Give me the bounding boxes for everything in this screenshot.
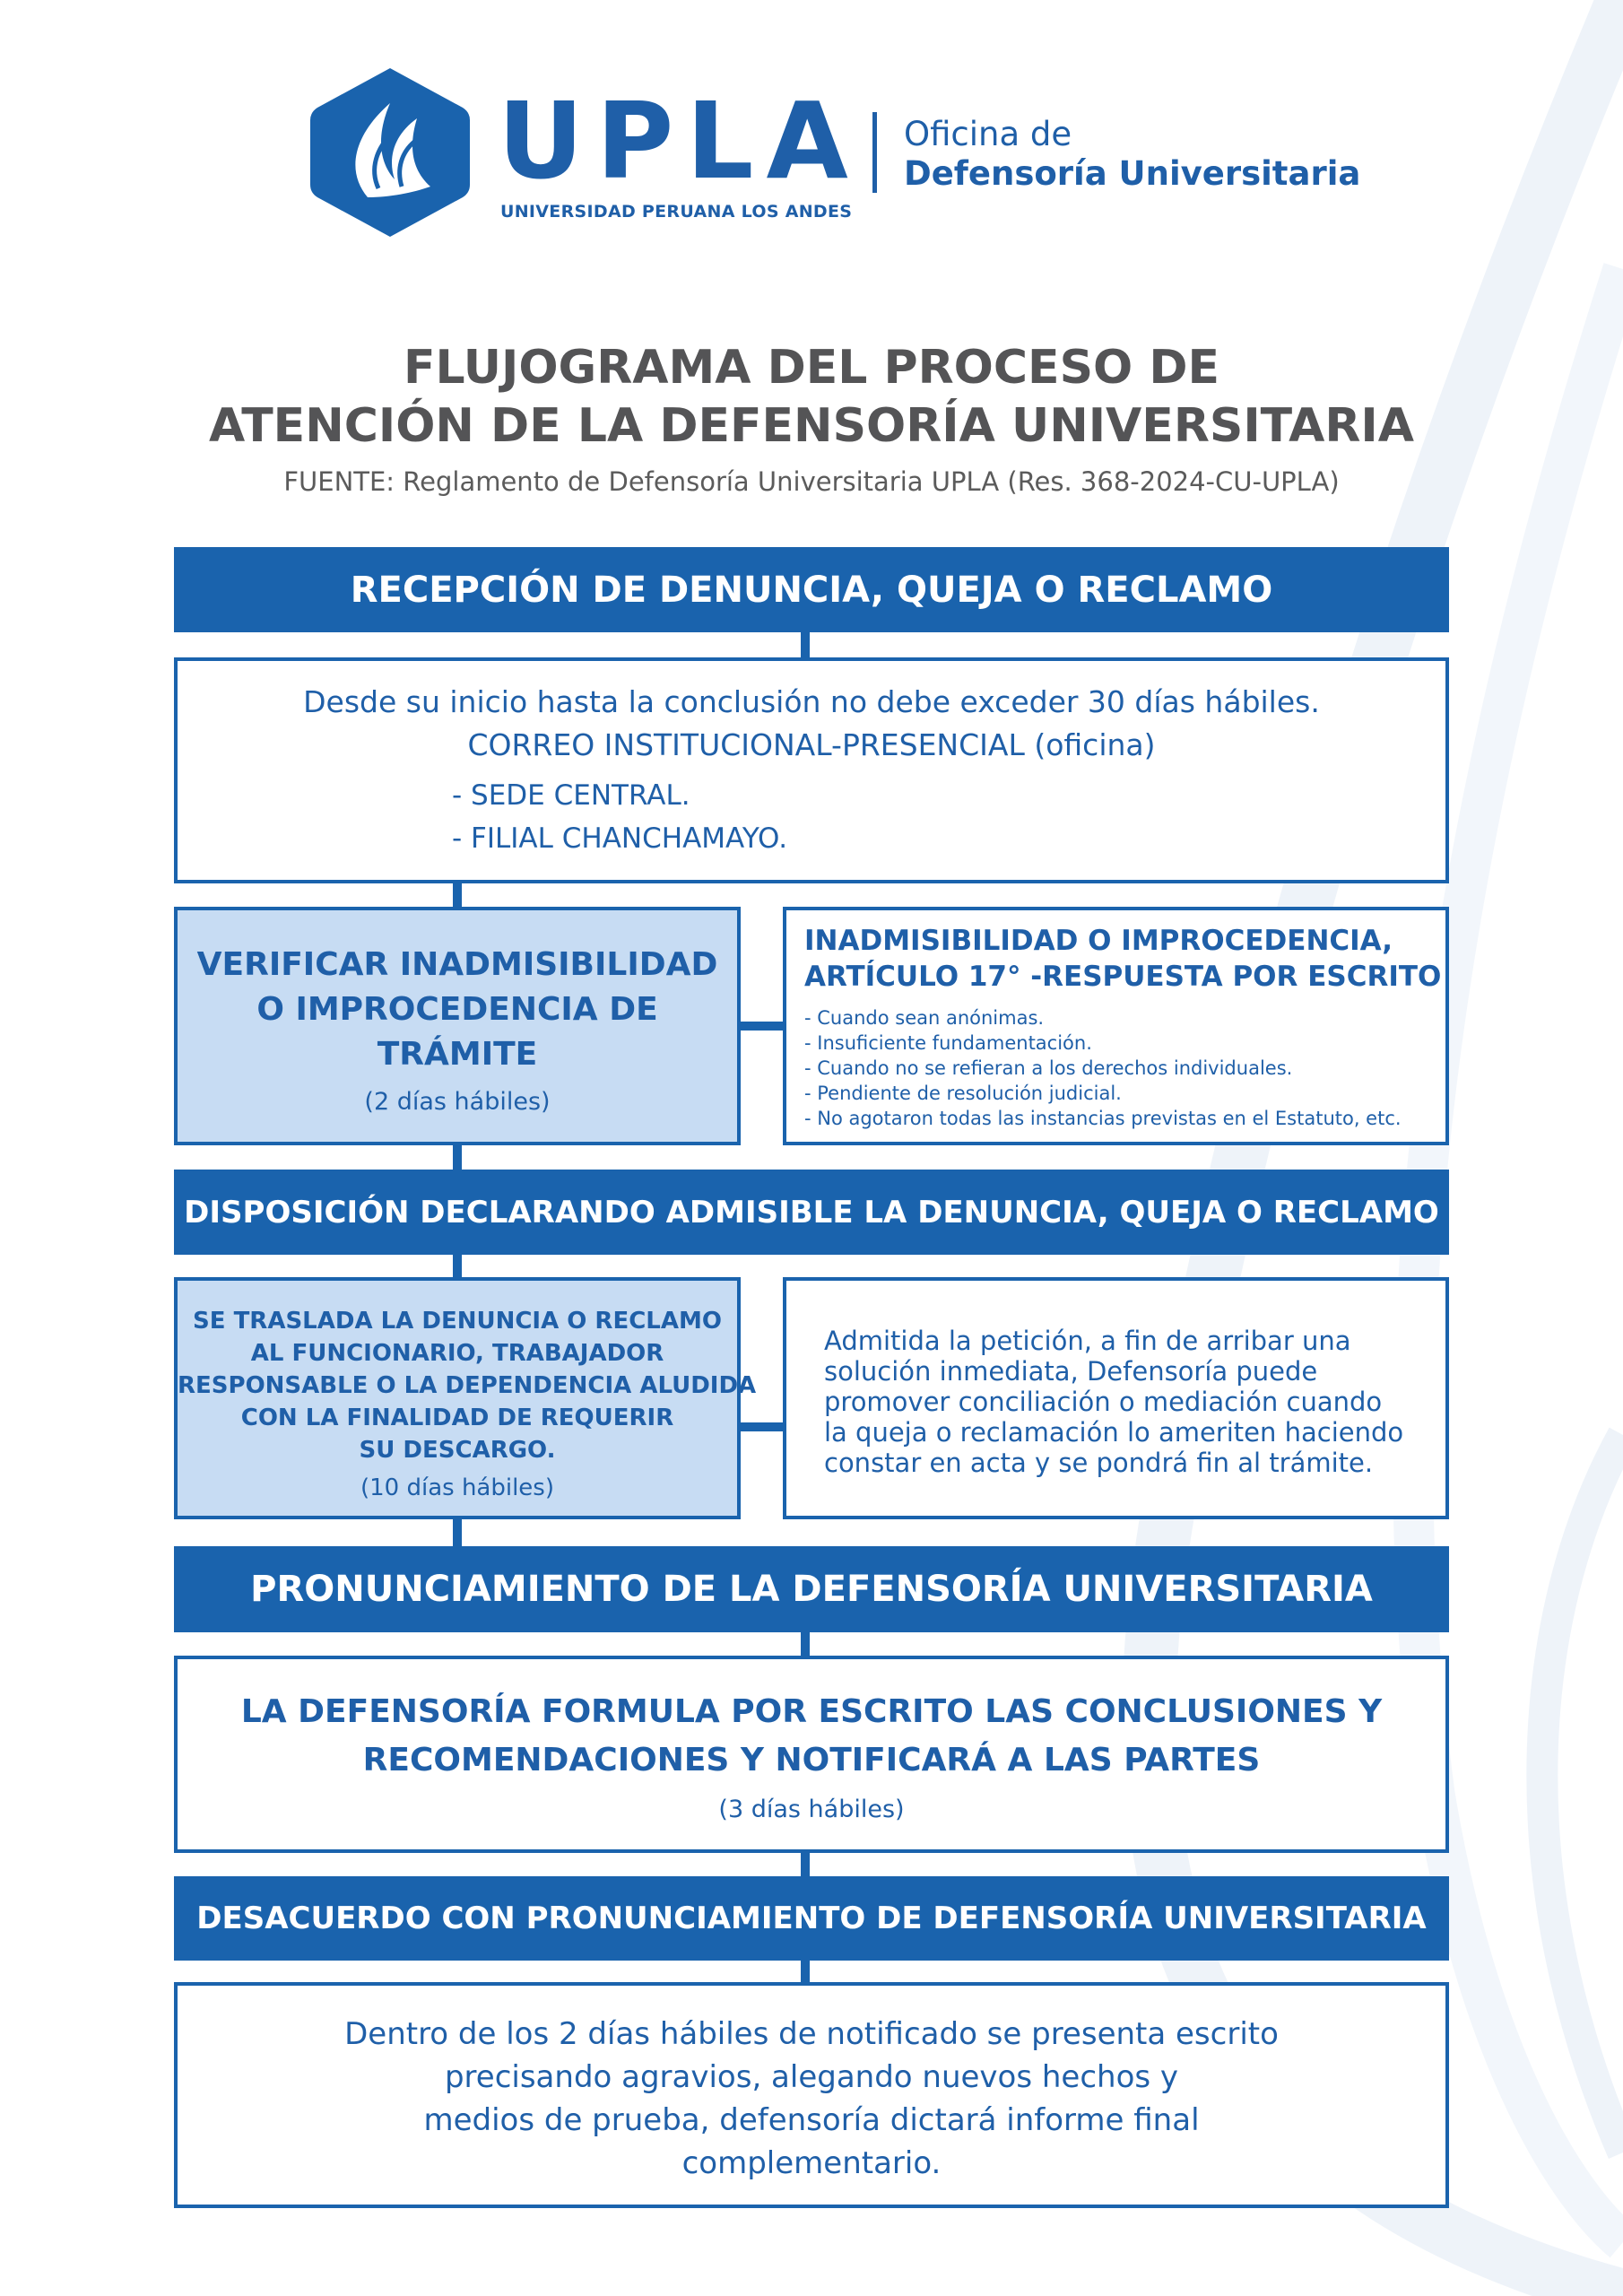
connector-5	[453, 1518, 462, 1546]
disagreement-line: complementario.	[681, 2145, 942, 2181]
step1-box	[174, 657, 1449, 883]
step4-heading-text: PRONUNCIAMIENTO DE LA DEFENSORÍA UNIVERSITARIA	[250, 1569, 1373, 1610]
upla-logo-icon	[305, 63, 475, 242]
verify-time: (2 días hábiles)	[364, 1088, 551, 1116]
disagreement-box	[174, 1982, 1449, 2208]
conciliation-line: constar en acta y se pondrá fin al trámite.	[824, 1448, 1374, 1478]
conclusions-line1: LA DEFENSORÍA FORMULA POR ESCRITO LAS CONCLUSIONES Y	[240, 1693, 1383, 1730]
conciliation-line: la queja o reclamación lo ameriten haciendo	[824, 1417, 1404, 1448]
reason-item: - No agotaron todas las instancias previstas en el Estatuto, etc.	[804, 1108, 1402, 1129]
disagreement-line: precisando agravios, alegando nuevos hechos y	[444, 2059, 1179, 2095]
transfer-line: CON LA FINALIDAD DE REQUERIR	[240, 1405, 674, 1431]
step1-heading	[174, 547, 1449, 632]
transfer-line: SE TRASLADA LA DENUNCIA O RECLAMO	[193, 1308, 722, 1335]
conciliation-line: solución inmediata, Defensoría puede	[824, 1356, 1318, 1387]
step1-line2: CORREO INSTITUCIONAL-PRESENCIAL (oficina)	[467, 727, 1156, 762]
inadmissibility-reasons-box	[783, 907, 1449, 1145]
conclusions-time: (3 días hábiles)	[718, 1796, 905, 1823]
header-divider	[872, 112, 877, 193]
step1-heading-text: RECEPCIÓN DE DENUNCIA, QUEJA O RECLAMO	[350, 569, 1273, 611]
conciliation-box	[783, 1277, 1449, 1519]
reason-item: - Cuando sean anónimas.	[804, 1007, 1045, 1029]
conclusions-box	[174, 1656, 1449, 1853]
step5-heading-text: DESACUERDO CON PRONUNCIAMIENTO DE DEFENSORÍA UNIVERSITARIA	[196, 1900, 1427, 1936]
reasons-title-line1: INADMISIBILIDAD O IMPROCEDENCIA,	[804, 925, 1393, 957]
office-label-line2: Defensoría Universitaria	[904, 154, 1361, 193]
connector-7	[801, 1851, 810, 1878]
source-citation: FUENTE: Reglamento de Defensoría Universitaria UPLA (Res. 368-2024-CU-UPLA)	[283, 466, 1340, 497]
office-label-line1: Oficina de	[904, 115, 1072, 153]
connector-3	[453, 1144, 462, 1171]
verify-line3: TRÁMITE	[377, 1036, 538, 1073]
logo-wordmark: UPLA	[498, 79, 861, 203]
transfer-line: RESPONSABLE O LA DEPENDENCIA ALUDIDA	[178, 1372, 757, 1399]
step1-item1: - SEDE CENTRAL.	[452, 779, 690, 812]
logo-subtitle: UNIVERSIDAD PERUANA LOS ANDES	[500, 202, 853, 222]
reasons-title-line2: ARTÍCULO 17° -RESPUESTA POR ESCRITO	[804, 961, 1442, 993]
reason-item: - Cuando no se refieran a los derechos individuales.	[804, 1057, 1293, 1079]
step3-heading	[174, 1170, 1449, 1255]
transfer-time: (10 días hábiles)	[360, 1474, 554, 1501]
step3-heading-text: DISPOSICIÓN DECLARANDO ADMISIBLE LA DENUNCIA, QUEJA O RECLAMO	[184, 1194, 1439, 1231]
connector-2	[453, 882, 462, 909]
conclusions-line2: RECOMENDACIONES Y NOTIFICARÁ A LAS PARTES	[362, 1742, 1261, 1779]
page-title-line1: FLUJOGRAMA DEL PROCESO DE	[403, 341, 1220, 395]
conciliation-line: Admitida la petición, a fin de arribar una	[824, 1326, 1351, 1356]
verify-line1: VERIFICAR INADMISIBILIDAD	[196, 946, 718, 983]
conciliation-line: promover conciliación o mediación cuando	[824, 1387, 1383, 1417]
connector-6	[801, 1631, 810, 1657]
connector-1	[801, 632, 810, 659]
step1-item2: - FILIAL CHANCHAMAYO.	[452, 822, 788, 855]
connector-4	[453, 1254, 462, 1279]
reason-item: - Pendiente de resolución judicial.	[804, 1083, 1122, 1104]
connector-h2	[740, 1422, 785, 1431]
disagreement-line: Dentro de los 2 días hábiles de notificado se presenta escrito	[344, 2016, 1279, 2052]
disagreement-line: medios de prueba, defensoría dictará informe final	[423, 2102, 1200, 2138]
transfer-line: SU DESCARGO.	[359, 1437, 556, 1464]
step5-heading	[174, 1876, 1449, 1961]
step4-heading	[174, 1546, 1449, 1632]
step1-line1: Desde su inicio hasta la conclusión no debe exceder 30 días hábiles.	[303, 684, 1320, 719]
connector-8	[801, 1959, 810, 1984]
transfer-line: AL FUNCIONARIO, TRABAJADOR	[250, 1340, 664, 1367]
page-title-line2: ATENCIÓN DE LA DEFENSORÍA UNIVERSITARIA	[209, 399, 1414, 453]
verify-inadmissibility-box	[174, 907, 741, 1145]
verify-line2: O IMPROCEDENCIA DE	[256, 991, 658, 1028]
connector-h1	[740, 1022, 785, 1031]
transfer-complaint-box	[174, 1277, 757, 1519]
reason-item: - Insuficiente fundamentación.	[804, 1032, 1092, 1054]
